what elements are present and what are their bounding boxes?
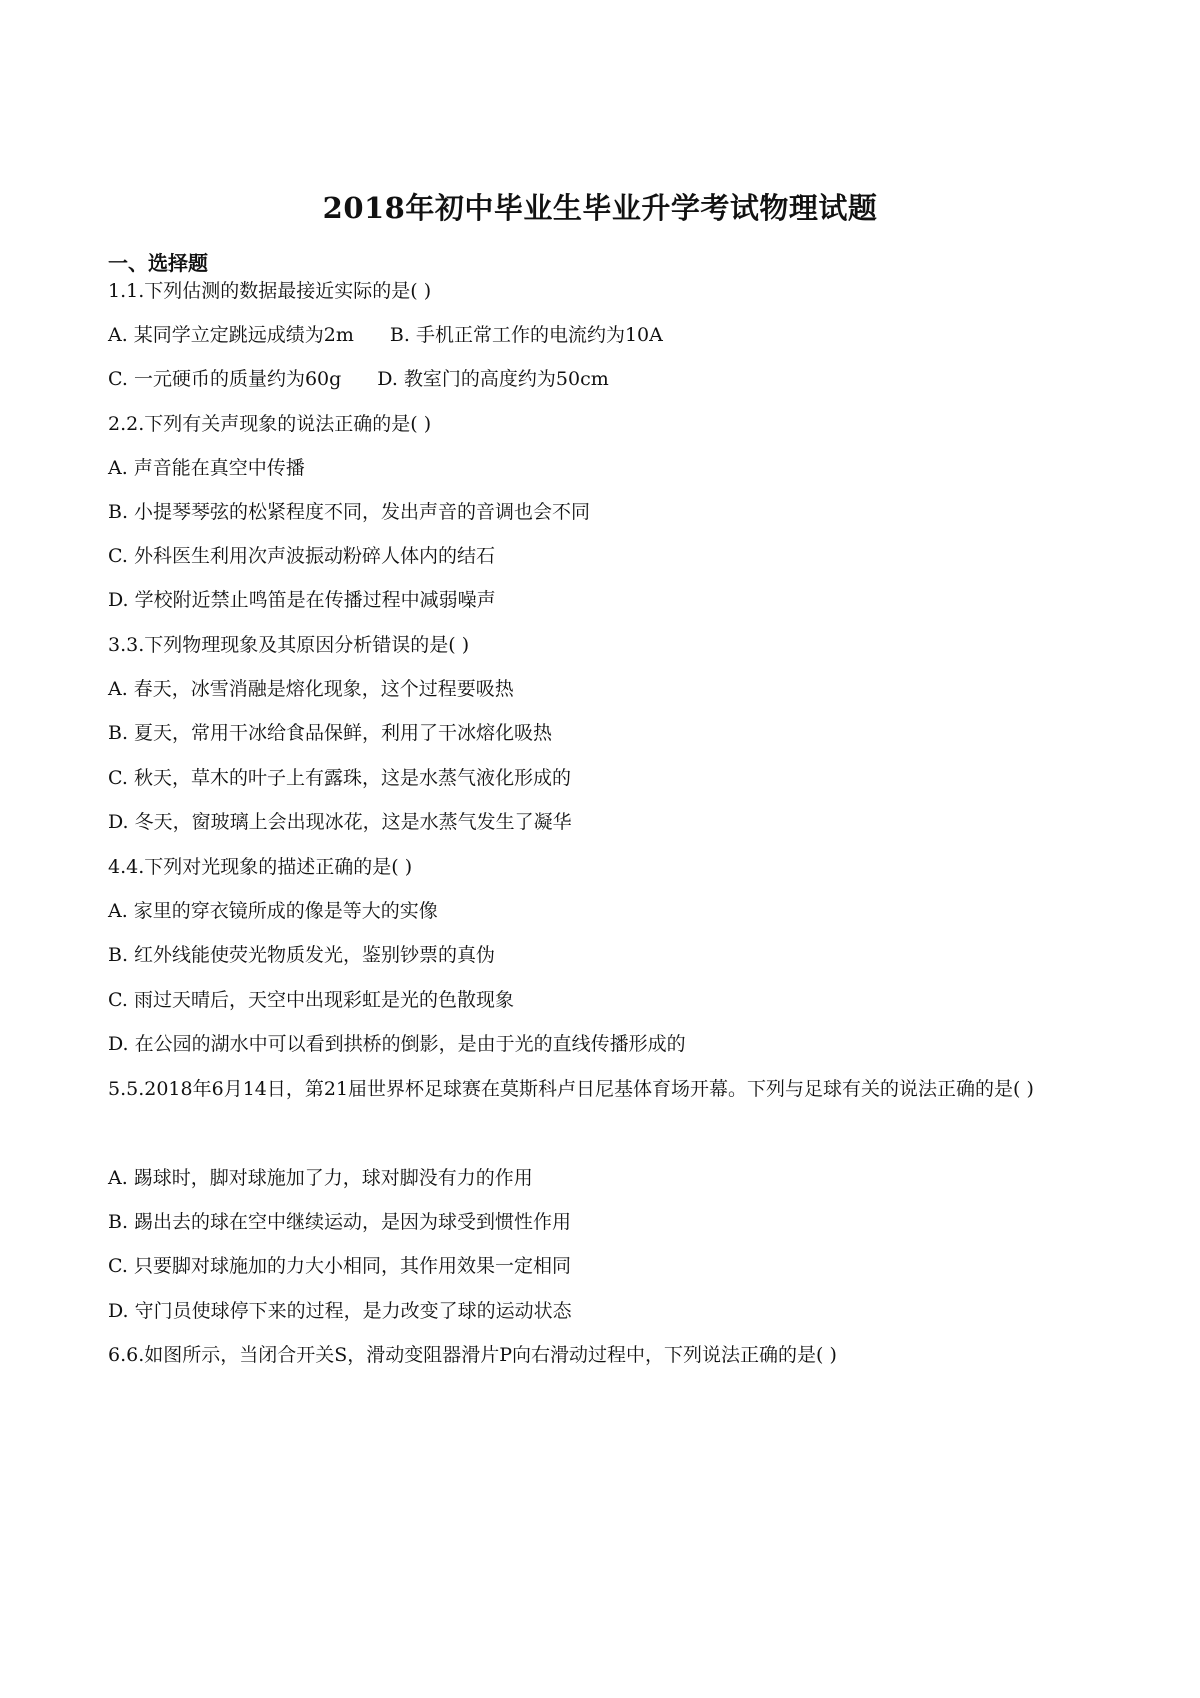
question-1-option-b: B. 手机正常工作的电流约为10A (389, 324, 663, 346)
question-3-option-a: A. 春天，冰雪消融是熔化现象，这个过程要吸热 (108, 678, 514, 700)
question-5-option-a: A. 踢球时，脚对球施加了力，球对脚没有力的作用 (108, 1167, 533, 1189)
question-2-option-b: B. 小提琴琴弦的松紧程度不同，发出声音的音调也会不同 (108, 501, 591, 523)
question-2-option-d: D. 学校附近禁止鸣笛是在传播过程中减弱噪声 (108, 589, 496, 611)
question-3-stem: 3.3.下列物理现象及其原因分析错误的是( ) (108, 634, 470, 656)
question-1-options-row-1 (108, 320, 663, 350)
question-3-option-b: B. 夏天，常用干冰给食品保鲜，利用了干冰熔化吸热 (108, 722, 553, 744)
question-5-option-c: C. 只要脚对球施加的力大小相同，其作用效果一定相同 (108, 1255, 571, 1277)
question-3-option-c: C. 秋天，草木的叶子上有露珠，这是水蒸气液化形成的 (108, 767, 571, 789)
question-4-option-d: D. 在公园的湖水中可以看到拱桥的倒影，是由于光的直线传播形成的 (108, 1033, 686, 1055)
section-heading: 一、选择题 (108, 251, 208, 275)
question-4-stem: 4.4.下列对光现象的描述正确的是( ) (108, 856, 413, 878)
question-2-option-c: C. 外科医生利用次声波振动粉碎人体内的结石 (108, 545, 495, 567)
question-3-option-d: D. 冬天，窗玻璃上会出现冰花，这是水蒸气发生了凝华 (108, 811, 572, 833)
question-6-stem: 6.6.如图所示，当闭合开关S，滑动变阻器滑片P向右滑动过程中，下列说法正确的是( ) (108, 1344, 837, 1366)
question-4-option-c: C. 雨过天晴后，天空中出现彩虹是光的色散现象 (108, 989, 514, 1011)
question-2-option-a: A. 声音能在真空中传播 (108, 457, 305, 479)
page-title: 2018年初中毕业生毕业升学考试物理试题 (322, 191, 878, 225)
question-1-option-a: A. 某同学立定跳远成绩为2m (108, 324, 354, 346)
question-2-stem: 2.2.下列有关声现象的说法正确的是( ) (108, 413, 432, 435)
question-1-option-c: C. 一元硬币的质量约为60g (108, 368, 342, 390)
question-5-stem: 5.5.2018年6月14日，第21届世界杯足球赛在莫斯科卢日尼基体育场开幕。下列与足球有关的说法正确的是( ) (108, 1078, 1034, 1100)
question-5-option-d: D. 守门员使球停下来的过程，是力改变了球的运动状态 (108, 1300, 572, 1322)
question-5-option-b: B. 踢出去的球在空中继续运动，是因为球受到惯性作用 (108, 1211, 572, 1233)
question-1-options-row-2 (108, 364, 609, 394)
question-1-option-d: D. 教室门的高度约为50cm (377, 368, 609, 390)
question-4-option-b: B. 红外线能使荧光物质发光，鉴别钞票的真伪 (108, 944, 496, 966)
question-1-stem: 1.1.下列估测的数据最接近实际的是( ) (108, 280, 432, 302)
question-4-option-a: A. 家里的穿衣镜所成的像是等大的实像 (108, 900, 438, 922)
